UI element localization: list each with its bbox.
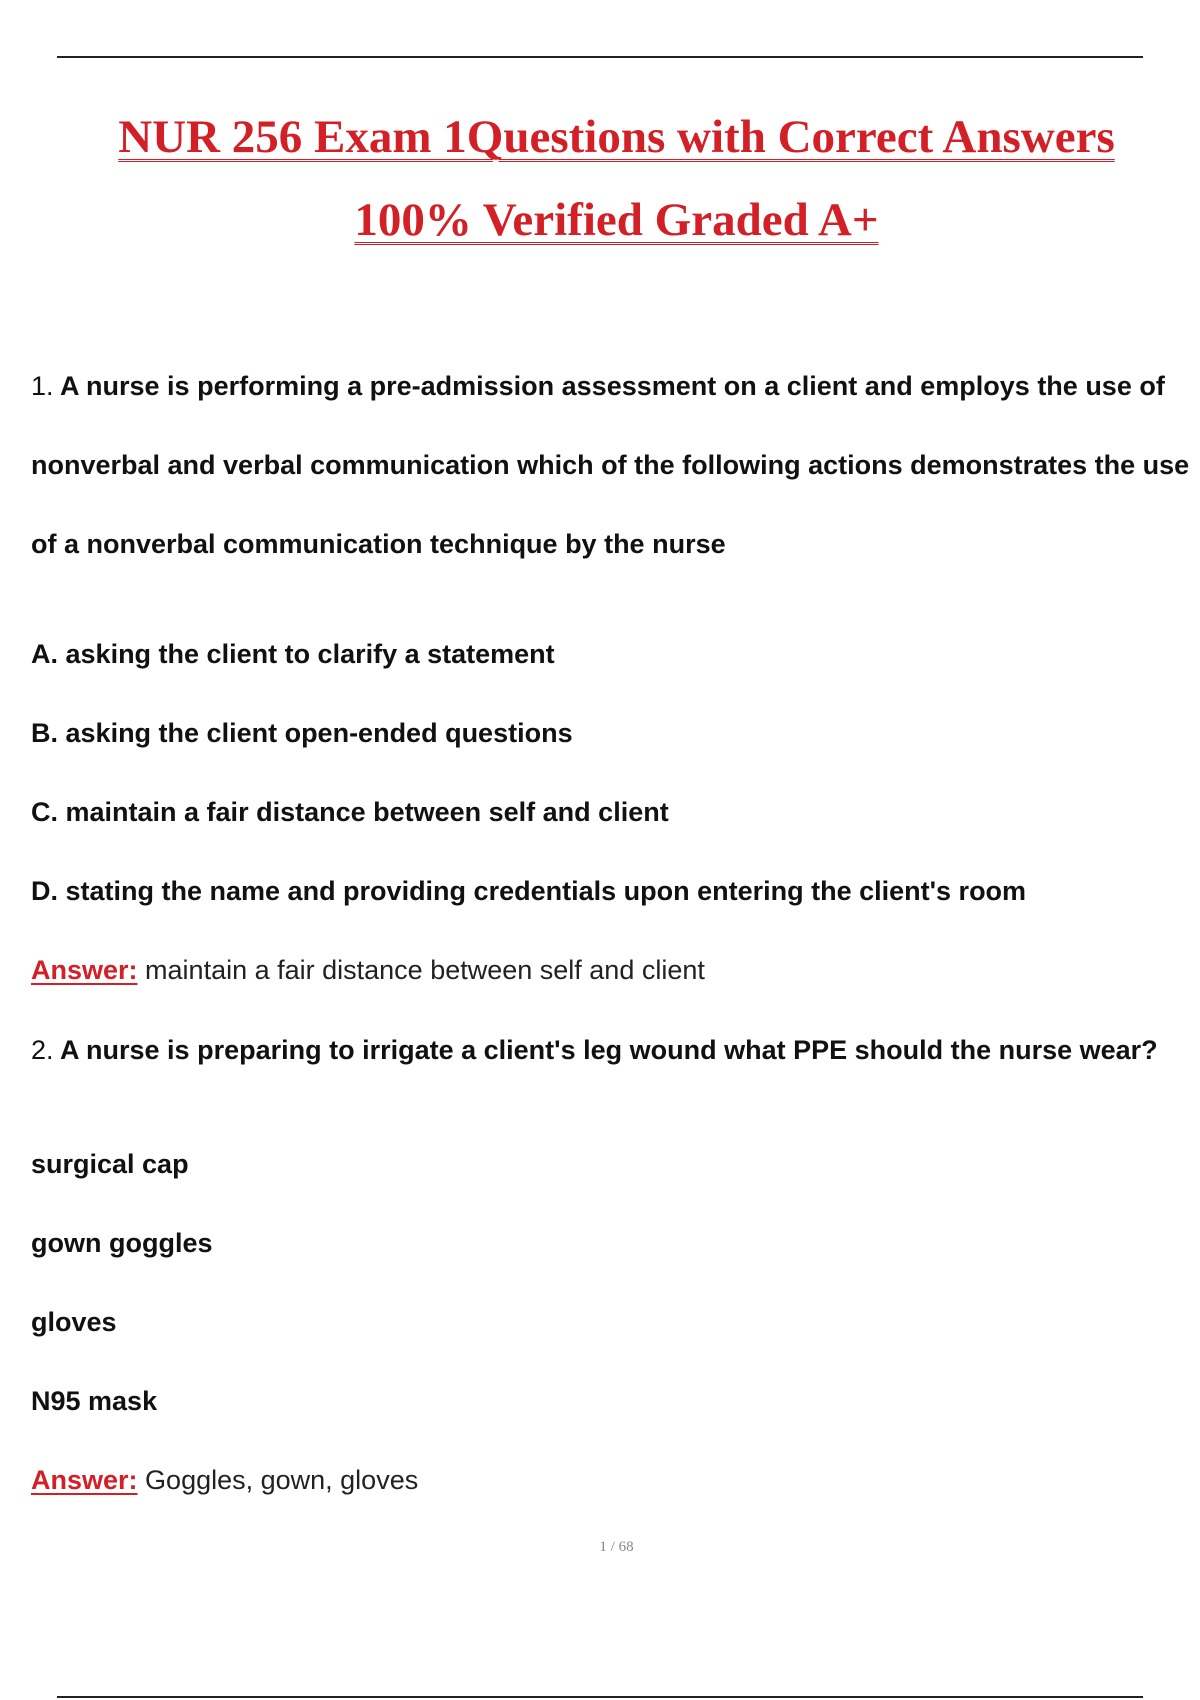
- question-1-option-a: A. asking the client to clarify a statement: [31, 639, 555, 669]
- question-2-line-1: [31, 1034, 1158, 1066]
- document-title-line-1: NUR 256 Exam 1Questions with Correct Answers: [118, 111, 1115, 163]
- question-1-option-d: D. stating the name and providing credentials upon entering the client's room: [31, 876, 1027, 906]
- question-1-line-2: nonverbal and verbal communication which of the following actions demonstrates the use: [31, 450, 1190, 480]
- top-rule: [57, 56, 1143, 58]
- question-2-answer: [31, 1464, 418, 1496]
- question-1-line-3: of a nonverbal communication technique by the nurse: [31, 529, 726, 559]
- question-1-option-b: B. asking the client open-ended questions: [31, 718, 573, 748]
- answer-text: maintain a fair distance between self and client: [145, 955, 705, 985]
- question-2-option-2: gown goggles: [31, 1228, 213, 1258]
- question-1-number: 1.: [31, 371, 54, 401]
- answer-label: Answer:: [31, 1465, 138, 1495]
- bottom-rule: [57, 1696, 1143, 1698]
- question-1-answer: [31, 954, 705, 986]
- answer-label: Answer:: [31, 955, 138, 985]
- question-2-text: A nurse is preparing to irrigate a client's leg wound what PPE should the nurse wear?: [60, 1035, 1158, 1065]
- question-1-option-c: C. maintain a fair distance between self and client: [31, 797, 669, 827]
- question-1-line-1: [31, 370, 1165, 402]
- question-2-option-3: gloves: [31, 1307, 117, 1337]
- document-title-line-2: 100% Verified Graded A+: [354, 194, 879, 246]
- page-number: 1 / 68: [599, 1539, 634, 1555]
- question-1-text: A nurse is performing a pre-admission assessment on a client and employs the use of: [60, 371, 1165, 401]
- question-2-number: 2.: [31, 1035, 54, 1065]
- question-2-option-1: surgical cap: [31, 1149, 189, 1179]
- answer-text: Goggles, gown, gloves: [145, 1465, 419, 1495]
- question-2-option-4: N95 mask: [31, 1386, 158, 1416]
